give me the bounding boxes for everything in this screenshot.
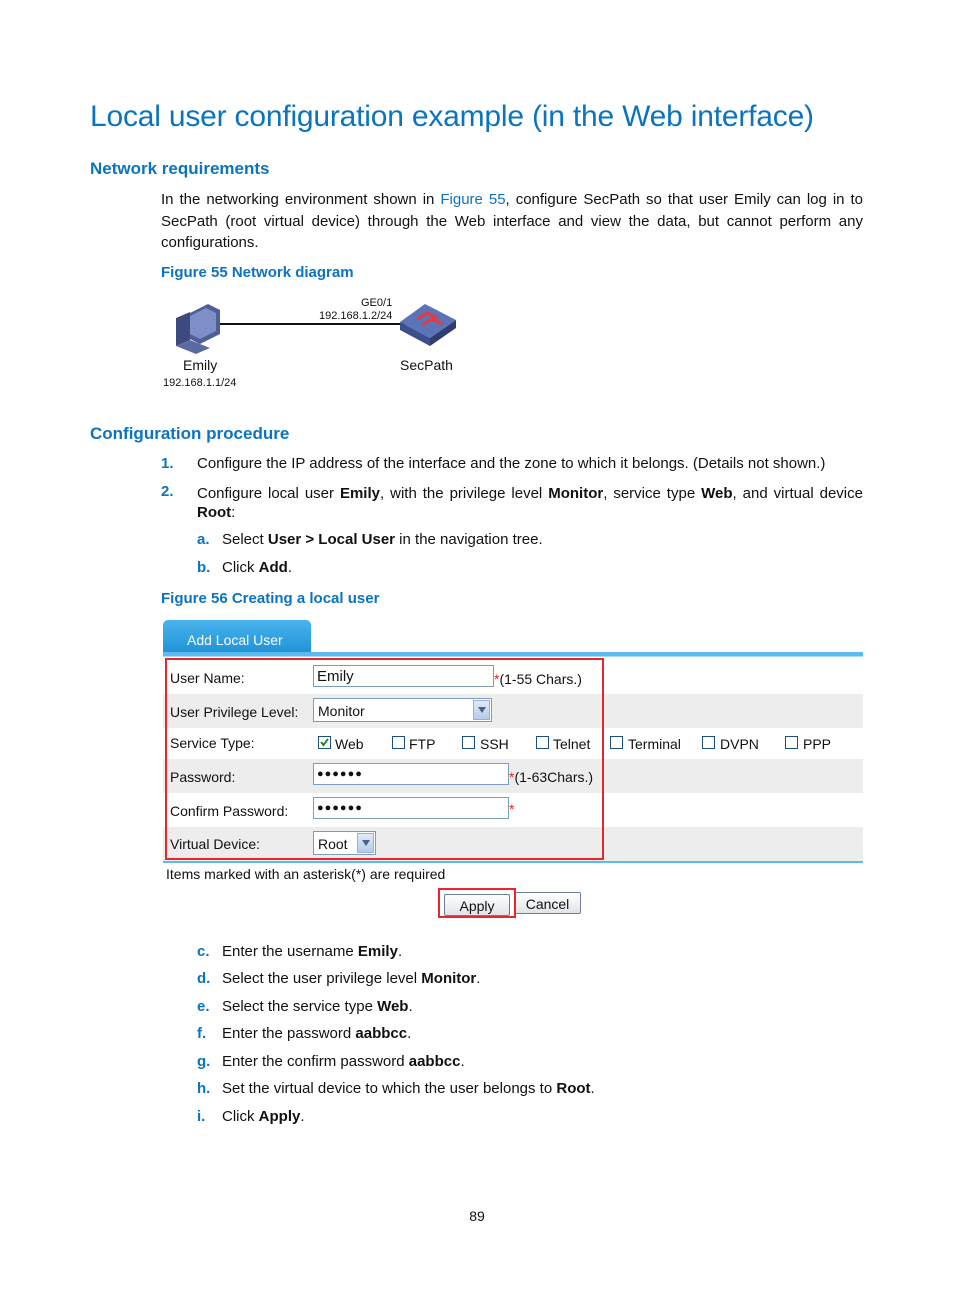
- service-ppp-label: PPP: [803, 736, 832, 752]
- substep-letter: f.: [197, 1025, 207, 1042]
- bold: Monitor: [421, 970, 477, 987]
- confirm-value: ●●●●●●: [317, 802, 363, 814]
- bold-privilege: Monitor: [548, 485, 604, 502]
- password-value: ●●●●●●: [317, 768, 363, 780]
- para-text-1: In the networking environment shown in: [161, 191, 441, 208]
- para-text-2: , configure SecPath so that user Emily can log in to SecPath (root virtual device) through the Web interface and view the data, but cannot perform any configurations.: [161, 191, 863, 251]
- tab-label: Add Local User: [187, 632, 283, 648]
- bold: Add: [258, 559, 288, 576]
- apply-button[interactable]: Apply: [444, 894, 510, 916]
- required-star: *: [509, 769, 515, 785]
- substep-letter: c.: [197, 943, 210, 960]
- device-name: SecPath: [400, 357, 453, 373]
- text: , with the privilege level: [380, 485, 549, 502]
- page-number: 89: [469, 1208, 485, 1224]
- substep-letter: i.: [197, 1108, 206, 1125]
- required-star: *: [494, 671, 500, 687]
- substep-letter: b.: [197, 559, 211, 576]
- step-number: 2.: [161, 483, 174, 500]
- pc-icon: [176, 304, 220, 354]
- bold: aabbcc: [355, 1025, 408, 1042]
- bold: aabbcc: [408, 1053, 461, 1070]
- text: , and virtual device: [732, 485, 863, 502]
- service-ftp-label: FTP: [409, 736, 436, 752]
- bold: Emily: [357, 943, 398, 960]
- figure-55-caption: Figure 55 Network diagram: [161, 264, 354, 281]
- privilege-value: Monitor: [318, 703, 365, 719]
- hint-text: (1-63Chars.): [514, 769, 594, 785]
- host-ip: 192.168.1.1/24: [163, 377, 237, 389]
- bold: Apply: [258, 1108, 301, 1125]
- step-text: Configure the IP address of the interface and the zone to which it belongs. (Details not shown.): [197, 455, 826, 472]
- checkbox-terminal[interactable]: [610, 736, 623, 749]
- bold-service: Web: [701, 485, 733, 502]
- substep-letter: h.: [197, 1080, 211, 1097]
- cancel-button[interactable]: Cancel: [514, 892, 581, 914]
- substep-letter: d.: [197, 970, 211, 987]
- required-star: *: [509, 801, 515, 817]
- text: .: [397, 943, 403, 960]
- highlight-box-form: [165, 658, 604, 860]
- vdev-label: Virtual Device:: [170, 836, 261, 852]
- username-value: Emily: [317, 668, 354, 685]
- step-text-line2: [197, 504, 235, 521]
- bold-username: Emily: [339, 485, 380, 502]
- device-interface: GE0/1: [361, 297, 393, 309]
- text: Select the user privilege level: [222, 970, 422, 987]
- section-configuration-procedure: Configuration procedure: [90, 424, 290, 443]
- text: Enter the username: [222, 943, 358, 960]
- checkbox-dvpn[interactable]: [702, 736, 715, 749]
- service-dvpn-label: DVPN: [720, 736, 759, 752]
- section-network-requirements: Network requirements: [90, 159, 270, 178]
- service-terminal-label: Terminal: [628, 736, 681, 752]
- service-telnet-label: Telnet: [553, 736, 591, 752]
- bold: Web: [377, 998, 409, 1015]
- text: Select: [222, 531, 268, 548]
- step-text-line1: [197, 483, 863, 505]
- requirements-paragraph: [161, 189, 863, 254]
- device-ip: 192.168.1.2/24: [319, 310, 393, 322]
- text: in the navigation tree.: [395, 531, 543, 548]
- privilege-label: User Privilege Level:: [170, 704, 299, 720]
- text: .: [300, 1108, 305, 1125]
- text: Enter the confirm password: [222, 1053, 409, 1070]
- text: .: [287, 559, 293, 576]
- figure-55-link[interactable]: Figure 55: [440, 191, 506, 208]
- password-label: Password:: [170, 769, 236, 785]
- highlight-box-apply: [438, 888, 516, 918]
- text: Set the virtual device to which the user belongs to: [222, 1080, 557, 1097]
- tab-add-local-user[interactable]: [163, 620, 311, 656]
- service-label: Service Type:: [170, 735, 255, 751]
- confirm-label: Confirm Password:: [170, 803, 289, 819]
- text: .: [407, 1025, 412, 1042]
- username-label: User Name:: [170, 670, 245, 686]
- text: .: [460, 1053, 465, 1070]
- host-name: Emily: [183, 357, 218, 373]
- page-title: Local user configuration example (in the Web interface): [90, 100, 814, 133]
- figure-56-caption: Figure 56 Creating a local user: [161, 590, 380, 607]
- bold-vdev: Root: [197, 504, 232, 521]
- step-2: [161, 483, 863, 527]
- checkbox-ppp[interactable]: [785, 736, 798, 749]
- hint-text: (1-55 Chars.): [499, 671, 582, 687]
- bold: Root: [556, 1080, 591, 1097]
- service-ssh-label: SSH: [480, 736, 509, 752]
- bold: User > Local User: [267, 531, 396, 548]
- text: .: [590, 1080, 595, 1097]
- text: Select the service type: [222, 998, 378, 1015]
- service-web-label: Web: [335, 736, 364, 752]
- text: :: [231, 504, 236, 521]
- text: Configure local user: [197, 485, 340, 502]
- firewall-icon: [400, 304, 456, 346]
- substep-letter: g.: [197, 1053, 211, 1070]
- substep-letter: e.: [197, 998, 210, 1015]
- text: , service type: [603, 485, 702, 502]
- text: Click: [222, 559, 259, 576]
- substep-letter: a.: [197, 531, 210, 548]
- required-note: Items marked with an asterisk(*) are required: [166, 866, 446, 882]
- step-number: 1.: [161, 455, 174, 472]
- vdev-value: Root: [318, 836, 348, 852]
- form-bottom-border: [163, 861, 863, 863]
- text: .: [476, 970, 481, 987]
- text: .: [408, 998, 413, 1015]
- text: Enter the password: [222, 1025, 356, 1042]
- text: Click: [222, 1108, 259, 1125]
- tab-underline-light: [163, 656, 863, 657]
